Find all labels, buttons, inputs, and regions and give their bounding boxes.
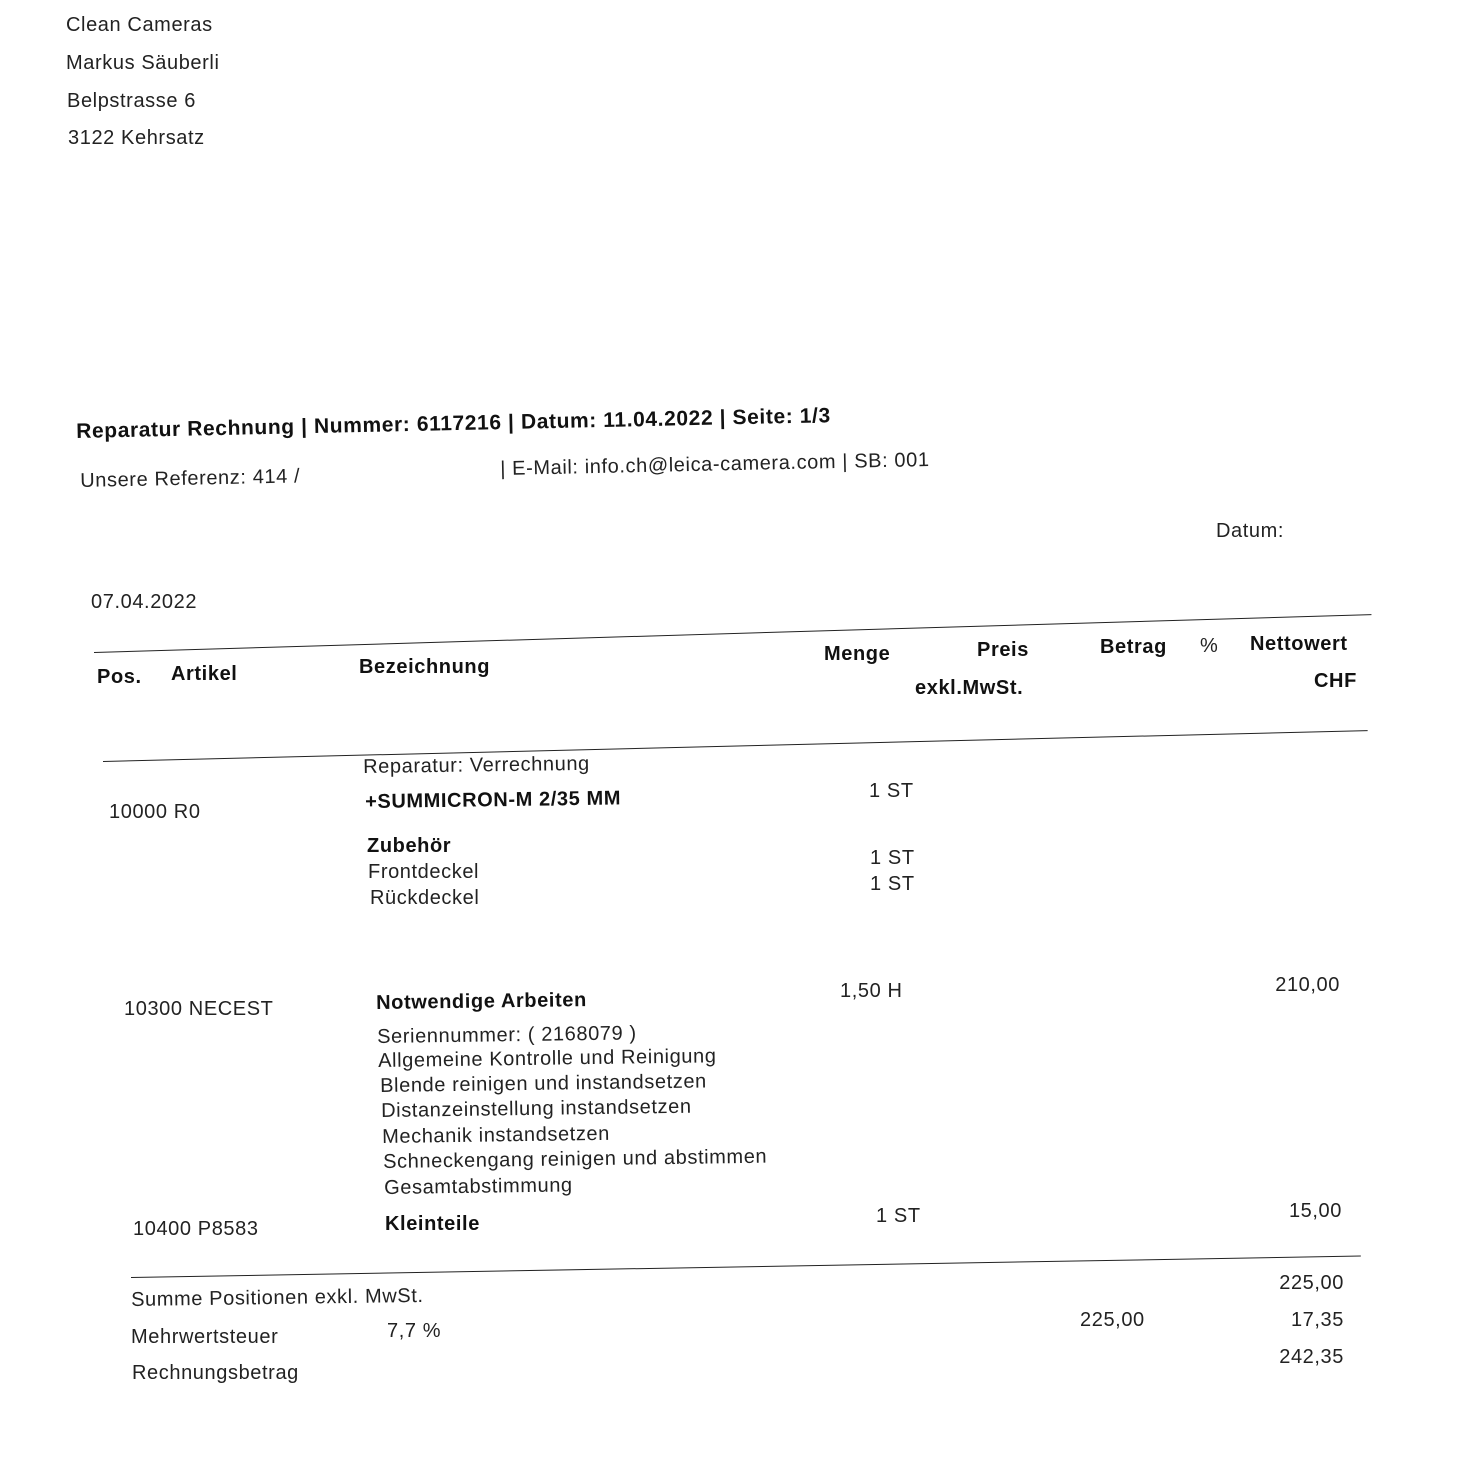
date-value: 07.04.2022 bbox=[91, 591, 198, 613]
table-top-rule bbox=[94, 614, 1371, 653]
mwst-label: Mehrwertsteuer bbox=[131, 1326, 279, 1348]
col-header-betrag: Betrag bbox=[1100, 636, 1167, 658]
col-header-nettowert: Nettowert bbox=[1250, 633, 1348, 655]
contact-line: | E-Mail: info.ch@leica-camera.com | SB: 001 bbox=[500, 449, 930, 480]
col-header-preis: Preis bbox=[977, 639, 1029, 661]
col-header-nettowert-sub: CHF bbox=[1314, 670, 1357, 692]
col-header-pos: Pos. bbox=[97, 666, 142, 688]
date-label: Datum: bbox=[1216, 520, 1285, 542]
reference-text: Unsere Referenz: 414 / bbox=[80, 465, 301, 492]
col-header-artikel: Artikel bbox=[171, 663, 238, 685]
row1-pos-artikel: 10000 R0 bbox=[109, 801, 201, 823]
row2-detail: Schneckengang reinigen und abstimmen bbox=[383, 1145, 768, 1173]
rechnung-label: Rechnungsbetrag bbox=[132, 1362, 299, 1384]
row2-detail: Seriennummer: ( 2168079 ) bbox=[377, 1022, 637, 1048]
sender-city: 3122 Kehrsatz bbox=[68, 127, 205, 149]
row2-detail: Blende reinigen und instandsetzen bbox=[380, 1070, 707, 1097]
summe-value: 225,00 bbox=[1279, 1272, 1344, 1294]
row3-desc-bold: Kleinteile bbox=[385, 1213, 480, 1235]
row2-detail: Allgemeine Kontrolle und Reinigung bbox=[378, 1045, 717, 1072]
summe-label: Summe Positionen exkl. MwSt. bbox=[131, 1284, 424, 1311]
row2-detail: Mechanik instandsetzen bbox=[382, 1122, 611, 1148]
rechnung-value: 242,35 bbox=[1279, 1346, 1344, 1368]
row1-sub-menge: 1 ST bbox=[870, 873, 915, 895]
mwst-value: 17,35 bbox=[1290, 1309, 1344, 1331]
col-header-preis-sub: exkl.MwSt. bbox=[915, 677, 1024, 699]
row3-pos-artikel: 10400 P8583 bbox=[133, 1218, 259, 1240]
mwst-basis: 225,00 bbox=[1080, 1309, 1145, 1331]
row3-nettowert: 15,00 bbox=[1288, 1200, 1342, 1222]
row2-desc-bold: Notwendige Arbeiten bbox=[376, 989, 587, 1014]
table-header-rule bbox=[103, 730, 1368, 762]
sender-name: Markus Säuberli bbox=[66, 52, 220, 74]
row2-nettowert: 210,00 bbox=[1275, 974, 1340, 996]
row2-pos-artikel: 10300 NECEST bbox=[124, 998, 274, 1020]
row1-sub-menge: 1 ST bbox=[870, 847, 915, 869]
mwst-rate: 7,7 % bbox=[387, 1320, 442, 1342]
row1-sub-item: Frontdeckel bbox=[368, 861, 480, 883]
totals-rule bbox=[131, 1256, 1361, 1278]
sender-street: Belpstrasse 6 bbox=[67, 90, 196, 112]
row1-menge: 1 ST bbox=[869, 780, 914, 802]
row2-detail: Gesamtabstimmung bbox=[384, 1174, 573, 1199]
row2-detail: Distanzeinstellung instandsetzen bbox=[381, 1095, 692, 1122]
invoice-title-line: Reparatur Rechnung | Nummer: 6117216 | Datum: 11.04.2022 | Seite: 1/3 bbox=[76, 404, 831, 443]
row1-desc-pre: Reparatur: Verrechnung bbox=[363, 752, 590, 778]
col-header-menge: Menge bbox=[824, 643, 891, 665]
row2-menge: 1,50 H bbox=[840, 980, 903, 1002]
sender-company: Clean Cameras bbox=[66, 14, 213, 36]
row1-sub-title: Zubehör bbox=[367, 835, 452, 857]
row3-menge: 1 ST bbox=[876, 1205, 921, 1227]
col-header-bezeichnung: Bezeichnung bbox=[359, 656, 491, 678]
row1-sub-item: Rückdeckel bbox=[370, 887, 480, 909]
row1-desc-bold: +SUMMICRON-M 2/35 MM bbox=[365, 787, 622, 813]
col-header-percent: % bbox=[1200, 635, 1219, 657]
